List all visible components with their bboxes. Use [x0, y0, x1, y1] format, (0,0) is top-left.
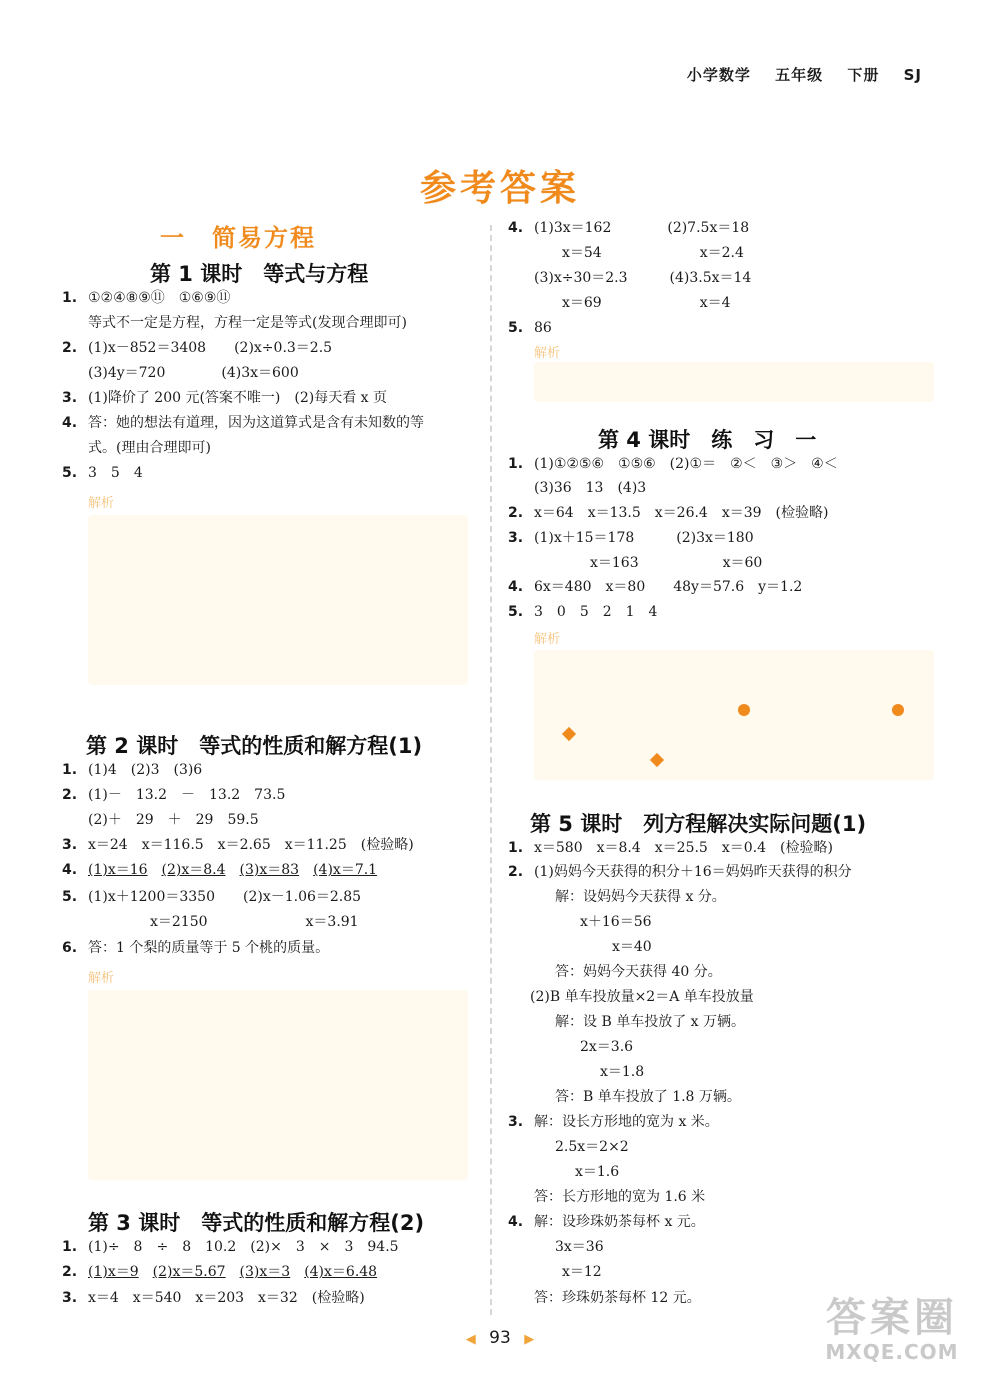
answer-line: x＝1.6 — [575, 1164, 620, 1180]
decor-dot — [738, 704, 750, 716]
answer-line: (2)B 单车投放量×2＝A 单车投放量 — [530, 989, 754, 1005]
answer-line: (2)＋ 29 ＋ 29 59.5 — [88, 812, 259, 828]
answer-line: 5. 3 0 5 2 1 4 — [508, 604, 658, 620]
faded-analysis-block — [534, 362, 934, 402]
header-edition: SJ — [903, 66, 922, 84]
prev-page-icon: ◀ — [465, 1332, 476, 1347]
answer-line: 2. (1)－ 13.2 － 13.2 73.5 — [62, 787, 286, 803]
answer-line: x＝163 x＝60 — [590, 555, 763, 571]
answer-line: 1. x＝580 x＝8.4 x＝25.5 x＝0.4 (检验略) — [508, 840, 833, 856]
answer-line: 2. x＝64 x＝13.5 x＝26.4 x＝39 (检验略) — [508, 505, 829, 521]
lesson-5-title: 第 5 课时 列方程解决实际问题(1) — [530, 812, 867, 836]
answer-line: (3)x÷30＝2.3 (4)3.5x＝14 — [534, 270, 752, 286]
answer-line: (3)36 13 (4)3 — [534, 480, 647, 496]
answer-line: (3)4y＝720 (4)3x＝600 — [88, 365, 299, 381]
answer-line: 1. (1)÷ 8 ÷ 8 10.2 (2)× 3 × 3 94.5 — [62, 1239, 399, 1255]
answer-line: 答：妈妈今天获得 40 分。 — [555, 964, 722, 980]
analysis-label: 解析 — [534, 346, 561, 361]
answer-line: 3x＝36 — [555, 1239, 604, 1255]
answer-line: 2.5x＝2×2 — [555, 1139, 629, 1155]
answer-line: 式。(理由合理即可) — [88, 440, 211, 456]
answer-line: 2. (1)x－852＝3408 (2)x÷0.3＝2.5 — [62, 340, 333, 356]
answer-line: 3. 解：设长方形地的宽为 x 米。 — [508, 1114, 719, 1130]
answer-line: 2. (1)x＝9 (2)x＝5.67 (3)x＝3 (4)x＝6.48 — [62, 1264, 378, 1280]
answer-line: x＝54 x＝2.4 — [562, 245, 744, 261]
answer-line: 5. (1)x＋1200＝3350 (2)x－1.06＝2.85 — [62, 889, 362, 905]
lesson-4-title: 第 4 课时 练 习 一 — [598, 428, 817, 452]
faded-analysis-block — [88, 990, 468, 1180]
answer-line: 4. (1)3x＝162 (2)7.5x＝18 — [508, 220, 750, 236]
answer-line: 4. 6x＝480 x＝80 48y＝57.6 y＝1.2 — [508, 579, 803, 595]
answer-line: x＝12 — [562, 1264, 602, 1280]
answer-line: 答：B 单车投放了 1.8 万辆。 — [555, 1089, 741, 1105]
analysis-label: 解析 — [88, 971, 115, 986]
answer-line: 2. (1)妈妈今天获得的积分＋16＝妈妈昨天获得的积分 — [508, 864, 852, 880]
watermark-logo — [802, 1296, 982, 1366]
column-divider — [490, 225, 492, 1315]
analysis-label: 解析 — [534, 632, 561, 647]
answer-line: 答：珍珠奶茶每杯 12 元。 — [534, 1290, 701, 1306]
answer-line: 2x＝3.6 — [580, 1039, 634, 1055]
answer-line: 答：长方形地的宽为 1.6 米 — [534, 1189, 706, 1205]
lesson-3-title: 第 3 课时 等式的性质和解方程(2) — [88, 1211, 425, 1235]
faded-analysis-block — [534, 650, 934, 780]
answer-line: 5. 3 5 4 — [62, 465, 143, 481]
header-volume: 下册 — [847, 66, 880, 84]
answer-line: 3. (1)x＋15＝178 (2)3x＝180 — [508, 530, 754, 546]
lesson-2-title: 第 2 课时 等式的性质和解方程(1) — [86, 734, 423, 758]
watermark-text: 答案圈 — [826, 1295, 958, 1341]
watermark-url: MXQE.COM — [825, 1340, 959, 1364]
answer-line: x＝40 — [612, 939, 652, 955]
lesson-1-title: 第 1 课时 等式与方程 — [150, 262, 369, 286]
answer-line: 1. (1)①②⑤⑥ ①⑤⑥ (2)①＝ ②＜ ③＞ ④＜ — [508, 456, 838, 472]
header-grade: 五年级 — [775, 66, 824, 84]
header-subject: 小学数学 — [686, 66, 751, 84]
answer-line: 3. (1)降价了 200 元(答案不唯一) (2)每天看 x 页 — [62, 390, 388, 406]
analysis-label: 解析 — [88, 496, 115, 511]
answer-line: 4. (1)x＝16 (2)x＝8.4 (3)x＝83 (4)x＝7.1 — [62, 862, 378, 878]
answer-line: 6. 答：1 个梨的质量等于 5 个桃的质量。 — [62, 940, 330, 956]
answer-line: x＝69 x＝4 — [562, 295, 731, 311]
answer-line: 4. 答：她的想法有道理，因为这道算式是含有未知数的等 — [62, 415, 424, 431]
next-page-icon: ▶ — [524, 1332, 535, 1347]
decor-dot — [892, 704, 904, 716]
faded-analysis-block — [88, 515, 468, 685]
answer-line: 5. 86 — [508, 320, 552, 336]
answer-line: 解：设妈妈今天获得 x 分。 — [555, 889, 726, 905]
answer-line: 解：设 B 单车投放了 x 万辆。 — [555, 1014, 745, 1030]
answer-line: 等式不一定是方程，方程一定是等式(发现合理即可) — [88, 315, 407, 331]
answer-line: 4. 解：设珍珠奶茶每杯 x 元。 — [508, 1214, 705, 1230]
answer-line: x＝2150 x＝3.91 — [150, 914, 359, 930]
unit-title: 一 简易方程 — [160, 224, 316, 252]
answer-line: x＝1.8 — [600, 1064, 645, 1080]
answer-line: 1. ①②④⑧⑨⑪ ①⑥⑨⑪ — [62, 290, 231, 306]
answer-line: 3. x＝24 x＝116.5 x＝2.65 x＝11.25 (检验略) — [62, 837, 414, 853]
page-title: 参考答案 — [419, 168, 580, 209]
page-number: 93 — [489, 1328, 511, 1348]
page-header — [669, 64, 922, 85]
answer-line: x＋16＝56 — [580, 914, 652, 930]
answer-line: 1. (1)4 (2)3 (3)6 — [62, 762, 203, 778]
answer-line: 3. x＝4 x＝540 x＝203 x＝32 (检验略) — [62, 1290, 365, 1306]
